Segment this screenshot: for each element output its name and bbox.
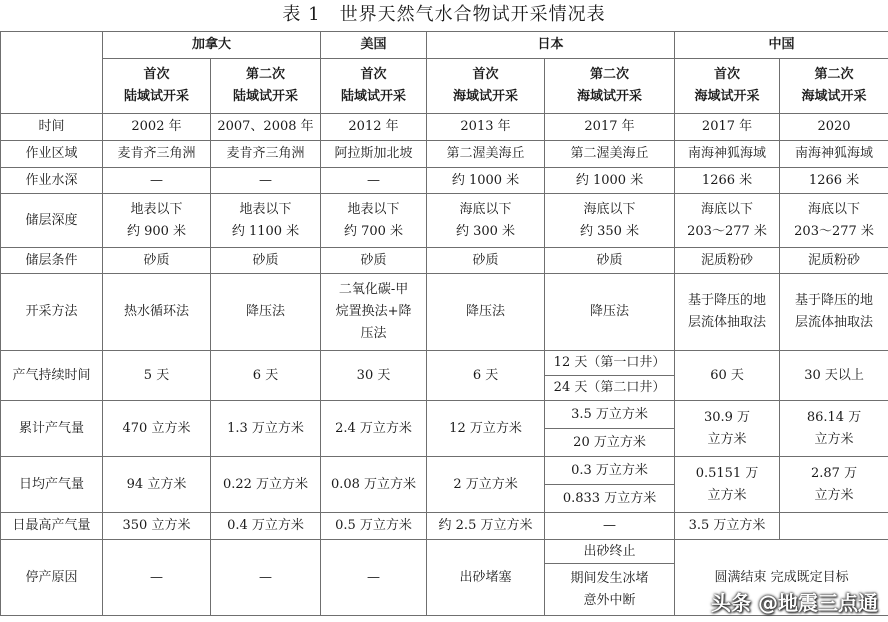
col-head: 首次 海域试开采 <box>427 59 545 114</box>
table-cell: 3.5 万立方米 <box>545 401 675 429</box>
row-label-method: 开采方法 <box>1 274 103 351</box>
country-china: 中国 <box>675 32 888 59</box>
watermark: 头条 @地震三点通 <box>711 591 878 615</box>
table-cell: — <box>321 540 427 616</box>
header-corner <box>1 32 103 114</box>
table-cell: 降压法 <box>211 274 321 351</box>
table-cell: 圆满结束 完成既定目标 <box>675 540 888 616</box>
row-label-reservoir-depth: 储层深度 <box>1 194 103 248</box>
table-cell: — <box>103 168 211 194</box>
table-cell: 2013 年 <box>427 114 545 141</box>
table-cell: 1.3 万立方米 <box>211 401 321 457</box>
country-canada: 加拿大 <box>103 32 321 59</box>
table-cell: 麦肯齐三角洲 <box>211 141 321 168</box>
table-cell: 0.22 万立方米 <box>211 457 321 513</box>
table-cell: 南海神狐海域 <box>675 141 780 168</box>
table-cell: — <box>211 540 321 616</box>
table-cell: 麦肯齐三角洲 <box>103 141 211 168</box>
table-cell: 1266 米 <box>675 168 780 194</box>
table-cell: — <box>545 513 675 540</box>
table-cell: 第二渥美海丘 <box>427 141 545 168</box>
country-japan: 日本 <box>427 32 675 59</box>
row-label-depth: 作业水深 <box>1 168 103 194</box>
table-cell: 基于降压的地 层流体抽取法 <box>675 274 780 351</box>
table-cell: 2.87 万 立方米 <box>780 457 888 513</box>
table-cell: — <box>103 540 211 616</box>
table-cell: 二氧化碳-甲 烷置换法+降 压法 <box>321 274 427 351</box>
trial-mining-table <box>0 31 888 616</box>
row-label-stop-reason: 停产原因 <box>1 540 103 616</box>
table-cell: 砂质 <box>427 248 545 274</box>
table-cell: 350 立方米 <box>103 513 211 540</box>
row-label-area: 作业区域 <box>1 141 103 168</box>
table-cell: 出砂终止 <box>545 540 675 564</box>
table-caption: 表 1 世界天然气水合物试开采情况表 <box>282 4 606 25</box>
table-cell: 海底以下 约 300 米 <box>427 194 545 248</box>
table-cell: 砂质 <box>211 248 321 274</box>
table-cell: 基于降压的地 层流体抽取法 <box>780 274 888 351</box>
table-cell: 约 1000 米 <box>545 168 675 194</box>
table-cell: 海底以下 203～277 米 <box>780 194 888 248</box>
table-cell: 6 天 <box>211 351 321 401</box>
table-cell: 2017 年 <box>675 114 780 141</box>
table-cell: 12 天（第一口井） <box>545 351 675 376</box>
row-label-cumulative: 累计产气量 <box>1 401 103 457</box>
table-cell: 砂质 <box>321 248 427 274</box>
table-cell: 阿拉斯加北坡 <box>321 141 427 168</box>
table-cell: 20 万立方米 <box>545 429 675 457</box>
table-cell: 期间发生冰堵 意外中断 <box>545 564 675 616</box>
col-head: 首次 海域试开采 <box>675 59 780 114</box>
table-cell: 30 天以上 <box>780 351 888 401</box>
table-cell: 12 万立方米 <box>427 401 545 457</box>
table-cell: 60 天 <box>675 351 780 401</box>
col-head: 第二次 海域试开采 <box>780 59 888 114</box>
table-cell: 0.833 万立方米 <box>545 485 675 513</box>
table-cell: 2012 年 <box>321 114 427 141</box>
table-cell: 热水循环法 <box>103 274 211 351</box>
table-cell: 470 立方米 <box>103 401 211 457</box>
table-cell: 降压法 <box>427 274 545 351</box>
table-cell: 2.4 万立方米 <box>321 401 427 457</box>
table-cell: 0.4 万立方米 <box>211 513 321 540</box>
row-label-duration: 产气持续时间 <box>1 351 103 401</box>
table-cell: 2017 年 <box>545 114 675 141</box>
table-cell: 0.08 万立方米 <box>321 457 427 513</box>
table-cell: 86.14 万 立方米 <box>780 401 888 457</box>
table-cell: 0.5151 万 立方米 <box>675 457 780 513</box>
row-label-daily: 日均产气量 <box>1 457 103 513</box>
table-cell: — <box>211 168 321 194</box>
table-cell: 30 天 <box>321 351 427 401</box>
table-cell: 5 天 <box>103 351 211 401</box>
table-cell: 海底以下 203～277 米 <box>675 194 780 248</box>
row-label-reservoir-condition: 储层条件 <box>1 248 103 274</box>
table-cell: 2007、2008 年 <box>211 114 321 141</box>
col-head: 第二次 海域试开采 <box>545 59 675 114</box>
table-cell: 30.9 万 立方米 <box>675 401 780 457</box>
table-cell: 地表以下 约 1100 米 <box>211 194 321 248</box>
table-cell: 海底以下 约 350 米 <box>545 194 675 248</box>
col-head: 首次 陆域试开采 <box>321 59 427 114</box>
table-cell: 24 天（第二口井） <box>545 376 675 401</box>
table-cell: 约 2.5 万立方米 <box>427 513 545 540</box>
table-cell: 砂质 <box>103 248 211 274</box>
table-cell: 2020 <box>780 114 888 141</box>
table-cell: 南海神狐海域 <box>780 141 888 168</box>
table-cell: 出砂堵塞 <box>427 540 545 616</box>
table-cell: 2 万立方米 <box>427 457 545 513</box>
table-cell: 降压法 <box>545 274 675 351</box>
table-cell: 泥质粉砂 <box>675 248 780 274</box>
table-cell: 地表以下 约 700 米 <box>321 194 427 248</box>
table-cell: 地表以下 约 900 米 <box>103 194 211 248</box>
country-usa: 美国 <box>321 32 427 59</box>
table-cell: 泥质粉砂 <box>780 248 888 274</box>
table-cell: 6 天 <box>427 351 545 401</box>
row-label-max-daily: 日最高产气量 <box>1 513 103 540</box>
table-cell: 2002 年 <box>103 114 211 141</box>
table-cell: 约 1000 米 <box>427 168 545 194</box>
table-cell: 3.5 万立方米 <box>675 513 780 540</box>
table-cell: 94 立方米 <box>103 457 211 513</box>
table-cell: 0.3 万立方米 <box>545 457 675 485</box>
col-head: 首次 陆域试开采 <box>103 59 211 114</box>
table-cell: 第二渥美海丘 <box>545 141 675 168</box>
row-label-time: 时间 <box>1 114 103 141</box>
table-cell: 0.5 万立方米 <box>321 513 427 540</box>
table-cell <box>780 513 888 540</box>
table-cell: — <box>321 168 427 194</box>
col-head: 第二次 陆域试开采 <box>211 59 321 114</box>
table-cell: 砂质 <box>545 248 675 274</box>
table-cell: 1266 米 <box>780 168 888 194</box>
